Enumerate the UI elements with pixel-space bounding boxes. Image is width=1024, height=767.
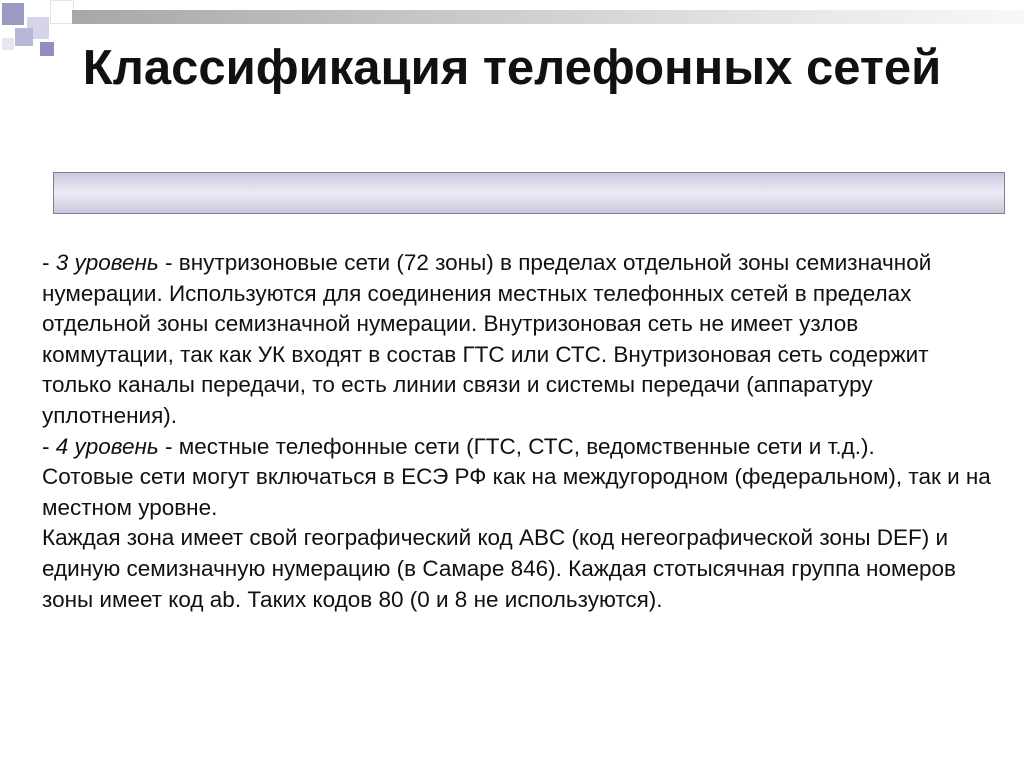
paragraph-level-4 [42, 432, 992, 463]
top-gradient-band [72, 10, 1024, 24]
paragraph-prefix: - [42, 433, 56, 459]
paragraph-cellular: Сотовые сети могут включаться в ЕСЭ РФ как на междугородном (федеральном), так и на местном уровне. [42, 464, 991, 520]
title-underline-bar [53, 172, 1005, 214]
decorative-square [15, 28, 33, 46]
slide-body [42, 248, 992, 615]
level-label: 4 уровень [55, 433, 159, 459]
slide-title: Классификация телефонных сетей [82, 41, 942, 95]
decorative-square [2, 38, 14, 50]
level-label: 3 уровень [55, 250, 159, 275]
decorative-square [2, 3, 24, 25]
paragraph-text: - внутризоновые сети (72 зоны) в пределах отдельной зоны семизначной нумерации. Используются для соединения местных телефонных сетей в пределах отдельной зоны семизначной нумерации. Внутризоновая сеть не имеет узлов коммутации, так как УК входят в состав ГТС или СТС. Внутризоновая сеть содержит только каналы передачи, то есть линии связи и системы передачи (аппаратуру уплотнения). [42, 250, 932, 428]
decorative-square [50, 0, 74, 24]
paragraph-text: - местные телефонные сети (ГТС, СТС, ведомственные сети и т.д.). [158, 433, 875, 459]
paragraph-zone-codes: Каждая зона имеет свой географический код ABC (код негеографической зоны DEF) и единую семизначную нумерацию (в Самаре 846). Каждая стотысячная группа номеров зоны имеет код ab. Таких кодов 80 (0 и 8 не используются). [42, 525, 956, 612]
paragraph-level-3 [42, 248, 992, 432]
paragraph-prefix: - [42, 250, 56, 275]
